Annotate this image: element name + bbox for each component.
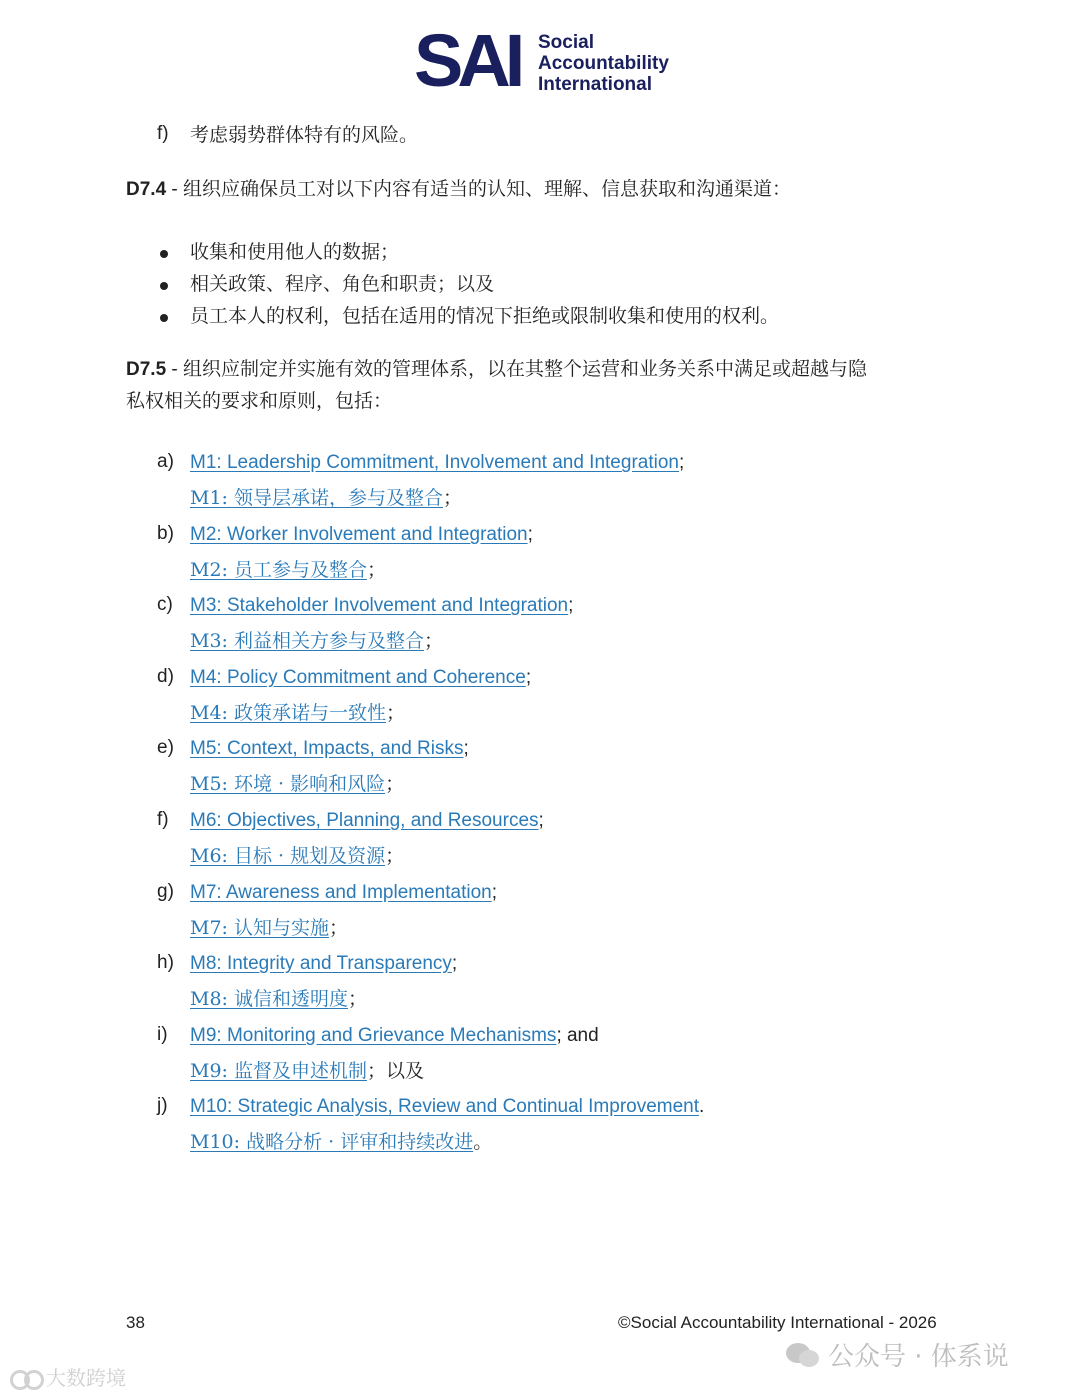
module-en-row [190, 952, 457, 976]
module-en-tail: ; and [556, 1025, 599, 1046]
module-en-row [190, 737, 469, 761]
module-label: d) [157, 666, 174, 687]
module-en-row [190, 881, 497, 905]
clause-sep: - [166, 359, 184, 380]
module-zh-row [190, 987, 367, 1011]
module-en-tail: ; [451, 953, 458, 974]
module-label: g) [157, 881, 174, 902]
logo-mark: SAI [414, 19, 520, 102]
logo-line-1: Social [538, 32, 594, 53]
module-en-link[interactable]: M1: Leadership Commitment, Involvement and Integration [190, 452, 679, 473]
module-label: i) [157, 1024, 168, 1045]
module-en-tail: ; [463, 738, 469, 759]
module-zh-tail: 。 [473, 1131, 493, 1153]
module-zh-row [190, 701, 405, 725]
module-zh-link[interactable]: M6: 目标 · 规划及资源 [190, 845, 386, 867]
module-en-link[interactable]: M8: Integrity and Transparency [190, 953, 452, 974]
module-zh-row [190, 629, 443, 653]
module-zh-link[interactable]: M9: 监督及申述机制 [190, 1060, 367, 1082]
module-en-link[interactable]: M5: Context, Impacts, and Risks [190, 738, 464, 759]
module-en-row [190, 451, 684, 475]
clause-text: 组织应制定并实施有效的管理体系，以在其整个运营和业务关系中满足或超越与隐 [183, 358, 868, 380]
module-en-row [190, 1024, 599, 1048]
module-en-row [190, 594, 573, 618]
module-zh-tail: ；以及 [366, 1060, 424, 1082]
bullet-item: 相关政策、程序、角色和职责；以及 [190, 273, 495, 295]
module-label: e) [157, 737, 174, 758]
module-zh-row [190, 486, 462, 510]
module-en-tail: ; [525, 667, 532, 688]
module-en-tail: ; [538, 810, 544, 831]
module-en-tail: ; [678, 452, 685, 473]
module-zh-row [190, 1130, 492, 1154]
clause-d74 [126, 177, 791, 202]
module-label: f) [157, 809, 169, 830]
logo-line-2: Accountability [538, 53, 669, 74]
module-zh-row [190, 916, 348, 940]
bullet-dot [160, 314, 168, 322]
module-en-link[interactable]: M3: Stakeholder Involvement and Integration [190, 595, 569, 616]
module-label: h) [157, 952, 174, 973]
module-zh-link[interactable]: M10: 战略分析 · 评审和持续改进 [190, 1131, 474, 1153]
module-en-tail: ; [568, 595, 574, 616]
logo-line-3: International [538, 74, 653, 95]
module-en-tail: . [699, 1096, 705, 1117]
module-label: j) [157, 1095, 168, 1116]
module-en-link[interactable]: M7: Awareness and Implementation [190, 882, 492, 903]
clause-text: 组织应确保员工对以下内容有适当的认知、理解、信息获取和沟通渠道： [183, 178, 792, 200]
bullet-item: 员工本人的权利，包括在适用的情况下拒绝或限制收集和使用的权利。 [190, 305, 780, 327]
module-zh-tail: ； [385, 845, 405, 867]
bullet-dot [160, 250, 168, 258]
module-en-link[interactable]: M10: Strategic Analysis, Review and Continual Improvement [190, 1096, 700, 1117]
module-en-link[interactable]: M6: Objectives, Planning, and Resources [190, 810, 539, 831]
module-zh-tail: ； [424, 630, 444, 652]
watermark-text: 公众号 · 体系说 [828, 1342, 1009, 1372]
bullet-dot [160, 282, 168, 290]
module-zh-link[interactable]: M2: 员工参与及整合 [190, 559, 367, 581]
module-zh-link[interactable]: M7: 认知与实施 [190, 917, 329, 939]
item-text: 考虑弱势群体特有的风险。 [190, 124, 419, 146]
module-zh-link[interactable]: M8: 诚信和透明度 [190, 988, 348, 1010]
module-zh-tail: ； [443, 487, 463, 509]
module-en-link[interactable]: M9: Monitoring and Grievance Mechanisms [190, 1025, 557, 1046]
bullet-item: 收集和使用他人的数据； [190, 241, 400, 263]
clause-d75 [126, 357, 867, 382]
watermark-wechat [786, 1336, 1009, 1373]
module-zh-row [190, 1059, 424, 1083]
module-zh-row [190, 772, 404, 796]
clause-text-continued: 私权相关的要求和原则，包括： [126, 390, 393, 412]
module-zh-tail: ； [347, 988, 367, 1010]
copyright: ©Social Accountability International - 2026 [618, 1313, 937, 1332]
module-en-row [190, 1095, 704, 1119]
module-zh-link[interactable]: M5: 环境 · 影响和风险 [190, 773, 386, 795]
module-en-tail: ; [527, 524, 533, 545]
module-en-link[interactable]: M4: Policy Commitment and Coherence [190, 667, 526, 688]
clause-code: D7.5 [126, 359, 167, 380]
module-label: c) [157, 594, 173, 615]
clause-code: D7.4 [126, 179, 167, 200]
module-zh-tail: ； [385, 702, 405, 724]
module-zh-row [190, 558, 386, 582]
module-zh-link[interactable]: M1: 领导层承诺，参与及整合 [190, 487, 443, 509]
page-number: 38 [126, 1313, 145, 1332]
module-en-row [190, 523, 533, 547]
module-zh-tail: ； [328, 917, 348, 939]
wechat-icon [786, 1341, 822, 1369]
module-zh-link[interactable]: M3: 利益相关方参与及整合 [190, 630, 424, 652]
watermark-left [10, 1362, 126, 1391]
module-label: a) [157, 451, 174, 472]
watermark-logo-icon [10, 1368, 46, 1388]
module-en-row [190, 666, 531, 690]
module-label: b) [157, 523, 174, 544]
clause-sep: - [166, 179, 184, 200]
watermark-text: 大数跨境 [46, 1366, 126, 1390]
item-label: f) [157, 123, 169, 144]
module-zh-tail: ； [366, 559, 386, 581]
module-en-link[interactable]: M2: Worker Involvement and Integration [190, 524, 528, 545]
module-en-row [190, 809, 544, 833]
module-zh-row [190, 844, 404, 868]
logo-wordmark [538, 32, 669, 95]
module-zh-link[interactable]: M4: 政策承诺与一致性 [190, 702, 386, 724]
module-zh-tail: ； [385, 773, 405, 795]
module-en-tail: ; [491, 882, 497, 903]
